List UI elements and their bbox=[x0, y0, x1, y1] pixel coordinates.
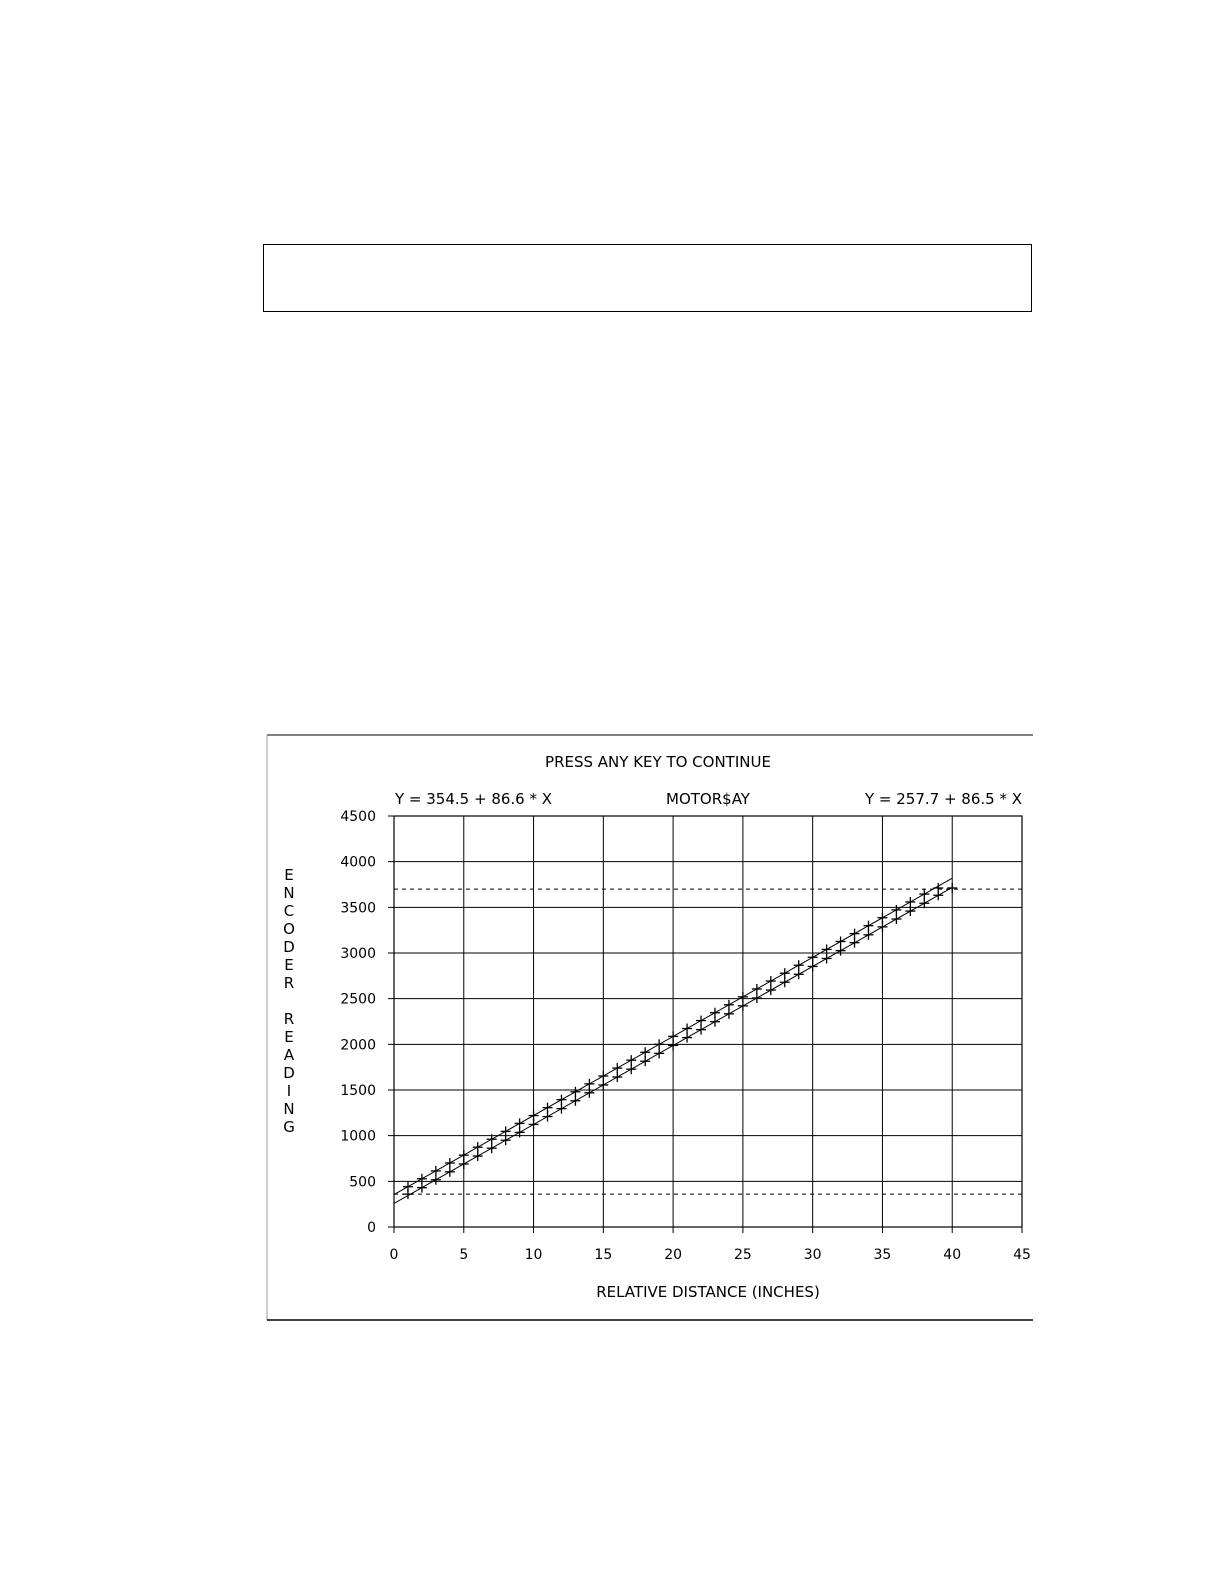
y-label-letter: D bbox=[283, 1064, 295, 1082]
data-point bbox=[640, 1047, 650, 1057]
data-point bbox=[766, 976, 776, 986]
data-point bbox=[696, 1025, 706, 1035]
data-point bbox=[612, 1072, 622, 1082]
data-point bbox=[836, 936, 846, 946]
data-point bbox=[487, 1143, 497, 1153]
x-axis-label: RELATIVE DISTANCE (INCHES) bbox=[596, 1283, 820, 1301]
x-tick-label: 30 bbox=[803, 1247, 822, 1263]
y-tick-label: 1500 bbox=[340, 1083, 376, 1099]
tick-labels bbox=[340, 809, 1031, 1263]
data-point bbox=[682, 1024, 692, 1034]
y-tick-label: 0 bbox=[367, 1220, 376, 1236]
data-point bbox=[556, 1104, 566, 1114]
left-equation: Y = 354.5 + 86.6 * X bbox=[395, 790, 553, 808]
data-point bbox=[863, 921, 873, 931]
data-point bbox=[877, 922, 887, 932]
data-point bbox=[780, 968, 790, 978]
y-tick-label: 3000 bbox=[340, 946, 376, 962]
y-tick-label: 4500 bbox=[340, 809, 376, 825]
x-tick-label: 0 bbox=[389, 1247, 399, 1263]
right-equation: Y = 257.7 + 86.5 * X bbox=[864, 790, 1022, 808]
data-point bbox=[654, 1039, 664, 1049]
data-point bbox=[570, 1096, 580, 1106]
x-tick-label: 15 bbox=[594, 1247, 613, 1263]
x-tick-label: 45 bbox=[1013, 1247, 1031, 1263]
data-point bbox=[654, 1048, 664, 1058]
data-point bbox=[808, 952, 818, 962]
data-point bbox=[919, 889, 929, 899]
data-point bbox=[891, 914, 901, 924]
grid bbox=[388, 816, 1022, 1233]
data-point bbox=[417, 1174, 427, 1184]
data-point bbox=[808, 961, 818, 971]
data-point bbox=[445, 1158, 455, 1168]
data-point bbox=[668, 1031, 678, 1041]
data-point bbox=[738, 1001, 748, 1011]
data-point bbox=[891, 905, 901, 915]
data-point bbox=[850, 938, 860, 948]
y-label-letter: E bbox=[284, 1028, 294, 1046]
data-point bbox=[417, 1183, 427, 1193]
data-point bbox=[515, 1118, 525, 1128]
data-point bbox=[752, 993, 762, 1003]
data-point bbox=[431, 1175, 441, 1185]
y-tick-label: 2000 bbox=[340, 1037, 376, 1054]
data-point bbox=[501, 1135, 511, 1145]
data-point bbox=[584, 1088, 594, 1098]
data-point bbox=[836, 946, 846, 956]
data-point bbox=[543, 1112, 553, 1122]
data-point bbox=[543, 1103, 553, 1113]
data-point bbox=[877, 913, 887, 923]
data-point bbox=[640, 1056, 650, 1066]
data-point bbox=[431, 1166, 441, 1176]
data-point bbox=[473, 1142, 483, 1152]
x-tick-label: 20 bbox=[664, 1247, 683, 1263]
y-label-letter: N bbox=[283, 1100, 295, 1118]
data-point bbox=[529, 1119, 539, 1129]
data-point bbox=[473, 1151, 483, 1161]
data-point bbox=[850, 929, 860, 939]
x-tick-label: 5 bbox=[459, 1247, 469, 1263]
y-label-letter: A bbox=[283, 1046, 295, 1064]
data-point bbox=[905, 897, 915, 907]
y-axis-label bbox=[283, 866, 295, 1136]
y-label-letter: E bbox=[284, 866, 294, 884]
y-tick-label: 2500 bbox=[340, 991, 376, 1008]
data-point bbox=[919, 898, 929, 908]
x-tick-label: 40 bbox=[943, 1247, 962, 1263]
data-point bbox=[696, 1016, 706, 1026]
x-tick-label: 35 bbox=[873, 1247, 892, 1263]
data-point bbox=[556, 1095, 566, 1105]
data-point bbox=[459, 1150, 469, 1160]
y-label-letter: E bbox=[284, 956, 294, 974]
y-tick-label: 1000 bbox=[340, 1128, 376, 1145]
data-point bbox=[794, 969, 804, 979]
data-point bbox=[724, 1009, 734, 1019]
data-point bbox=[626, 1064, 636, 1074]
data-point bbox=[598, 1071, 608, 1081]
data-point bbox=[933, 890, 943, 900]
y-tick-label: 4000 bbox=[340, 854, 376, 871]
data-point bbox=[529, 1111, 539, 1121]
data-point bbox=[794, 960, 804, 970]
data-point bbox=[724, 1000, 734, 1010]
data-point bbox=[752, 984, 762, 994]
y-tick-label: 500 bbox=[349, 1174, 376, 1191]
y-label-letter: C bbox=[283, 902, 295, 920]
x-tick-label: 10 bbox=[524, 1247, 543, 1263]
data-point bbox=[766, 985, 776, 995]
data-point bbox=[780, 977, 790, 987]
y-label-letter: N bbox=[283, 884, 295, 902]
y-label-letter: R bbox=[283, 1010, 295, 1028]
data-point bbox=[738, 992, 748, 1002]
data-point bbox=[570, 1087, 580, 1097]
x-tick-label: 25 bbox=[733, 1247, 752, 1263]
y-tick-label: 3500 bbox=[340, 900, 376, 917]
data-point bbox=[612, 1063, 622, 1073]
plot-area-border bbox=[394, 816, 1022, 1227]
data-point bbox=[584, 1079, 594, 1089]
data-point bbox=[459, 1159, 469, 1169]
y-label-letter: O bbox=[283, 920, 295, 938]
data-point bbox=[668, 1040, 678, 1050]
y-label-letter: G bbox=[283, 1118, 295, 1136]
data-point bbox=[682, 1033, 692, 1043]
data-point bbox=[501, 1126, 511, 1136]
data-point bbox=[445, 1167, 455, 1177]
data-point bbox=[598, 1080, 608, 1090]
y-label-letter: I bbox=[286, 1082, 292, 1100]
y-label-letter: R bbox=[283, 974, 295, 992]
data-point bbox=[947, 883, 957, 893]
chart-title: MOTOR$AY bbox=[666, 790, 750, 808]
data-point bbox=[626, 1055, 636, 1065]
continue-prompt: PRESS ANY KEY TO CONTINUE bbox=[545, 753, 771, 771]
y-label-letter: D bbox=[283, 938, 295, 956]
data-point bbox=[863, 930, 873, 940]
data-point bbox=[710, 1008, 720, 1018]
data-point bbox=[822, 953, 832, 963]
data-point bbox=[710, 1017, 720, 1027]
